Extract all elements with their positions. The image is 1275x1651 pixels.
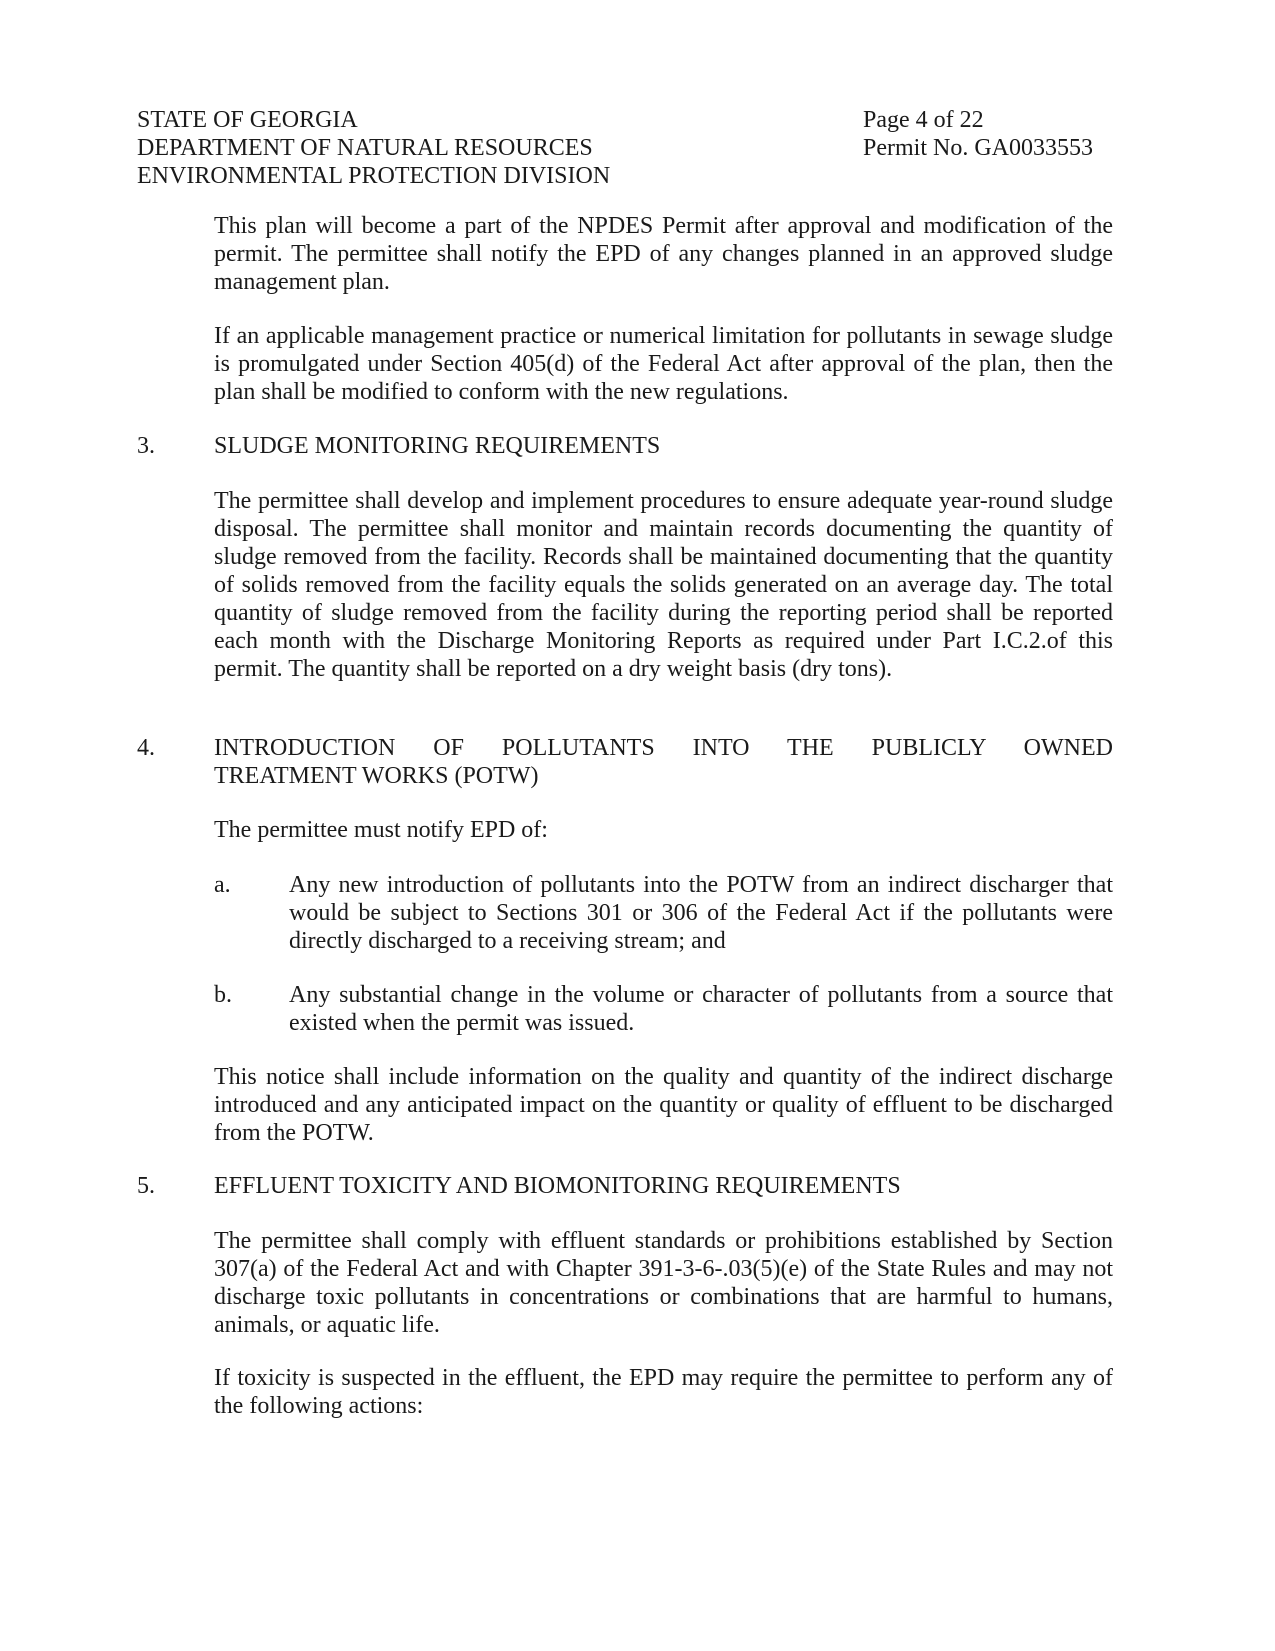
section-title: SLUDGE MONITORING REQUIREMENTS: [214, 433, 661, 459]
list-item-text: Any substantial change in the volume or character of pollutants from a source that existed when the permit was issued.: [289, 982, 1113, 1036]
permit-number: Permit No. GA0033553: [863, 135, 1093, 161]
paragraph-plan-modification: If an applicable management practice or numerical limitation for pollutants in sewage sludge is promulgated under Section 405(d) of the Federal Act after approval of the plan, then the plan shall be modified to conform with the new regulations.: [214, 323, 1113, 405]
section-title-line: INTRODUCTION OF POLLUTANTS INTO THE PUBLICLY OWNED: [214, 735, 1113, 761]
page-number: Page 4 of 22: [863, 107, 984, 133]
paragraph-notify-intro: The permittee must notify EPD of:: [214, 817, 548, 843]
section-number: 5.: [137, 1173, 155, 1199]
section-4-heading: [137, 734, 1113, 790]
paragraph-plan-approval: This plan will become a part of the NPDES Permit after approval and modification of the permit. The permittee shall notify the EPD of any changes planned in an approved sludge management plan.: [214, 213, 1113, 295]
agency-header: [137, 106, 697, 190]
paragraph-notice-info: This notice shall include information on the quality and quantity of the indirect discharge introduced and any anticipated impact on the quantity or quality of effluent to be discharged from the POTW.: [214, 1064, 1113, 1146]
section-number: 3.: [137, 433, 155, 459]
list-item-text: Any new introduction of pollutants into the POTW from an indirect discharger that would be subject to Sections 301 or 306 of the Federal Act if the pollutants were directly discharged to a receiving stream; and: [289, 872, 1113, 954]
agency-line-department: DEPARTMENT OF NATURAL RESOURCES: [137, 135, 593, 161]
list-item: [214, 871, 1113, 955]
agency-line-state: STATE OF GEORGIA: [137, 107, 358, 133]
list-item-letter: b.: [214, 982, 232, 1008]
section-number: 4.: [137, 735, 155, 761]
paragraph-toxicity-actions: If toxicity is suspected in the effluent, the EPD may require the permittee to perform any of the following actions:: [214, 1365, 1113, 1419]
section-title: [214, 734, 1113, 790]
list-item-letter: a.: [214, 872, 231, 898]
paragraph-effluent-standards: The permittee shall comply with effluent standards or prohibitions established by Section 307(a) of the Federal Act and with Chapter 391-3-6-.03(5)(e) of the State Rules and may not discharge toxic pollutants in concentrations or combinations that are harmful to humans, animals, or aquatic life.: [214, 1228, 1113, 1338]
section-title-line: TREATMENT WORKS (POTW): [214, 763, 539, 789]
section-title: EFFLUENT TOXICITY AND BIOMONITORING REQUIREMENTS: [214, 1173, 901, 1199]
agency-line-division: ENVIRONMENTAL PROTECTION DIVISION: [137, 163, 611, 189]
list-item: [214, 981, 1113, 1037]
page-header-info: [863, 106, 1163, 162]
paragraph-sludge-monitoring: The permittee shall develop and implement procedures to ensure adequate year-round sludge disposal. The permittee shall monitor and maintain records documenting the quantity of sludge removed from the facility. Records shall be maintained documenting that the quantity of solids removed from the facility equals the solids generated on an average day. The total quantity of sludge removed from the facility during the reporting period shall be reported each month with the Discharge Monitoring Reports as required under Part I.C.2.of this permit. The quantity shall be reported on a dry weight basis (dry tons).: [214, 488, 1113, 682]
